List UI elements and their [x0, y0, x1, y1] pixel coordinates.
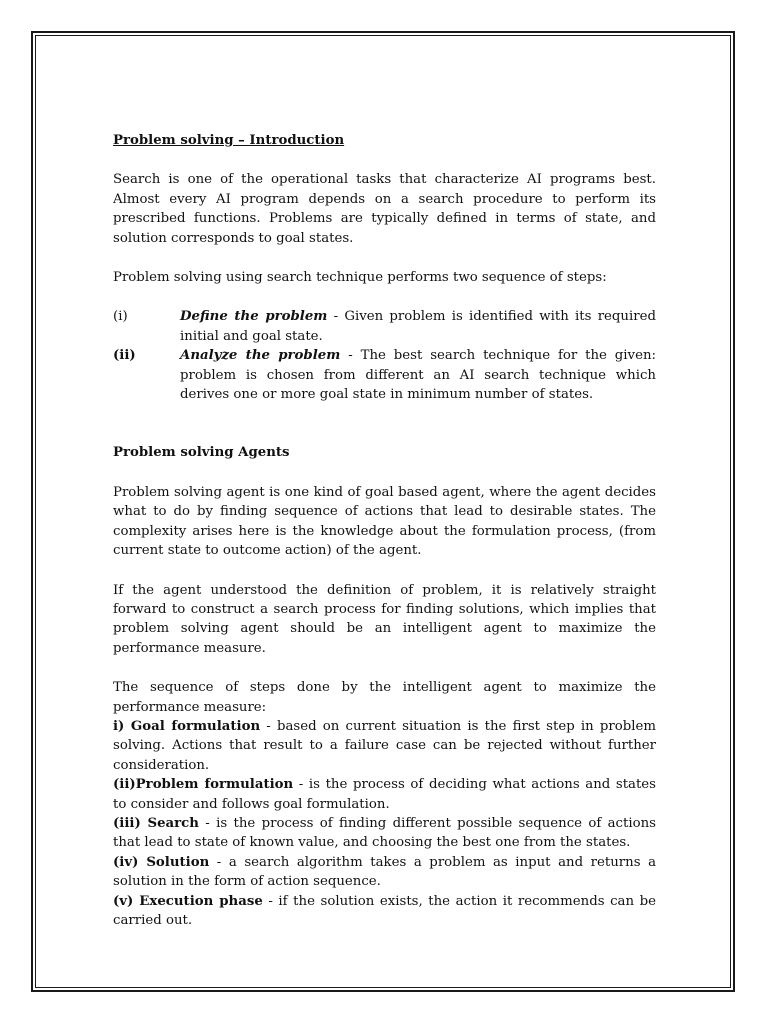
- agents-step-5-term: (v) Execution phase: [113, 893, 263, 909]
- agents-step-2-term: (ii)Problem formulation: [113, 777, 294, 793]
- agents-step-2: [113, 775, 656, 814]
- intro-step-2-number: (ii): [113, 348, 136, 364]
- intro-step-1-number: (i): [113, 309, 128, 325]
- agents-step-3-description: - is the process of finding different possible sequence of actions that lead to state of known value, and choosing the best one from the states.: [113, 815, 656, 851]
- intro-step-1: [113, 307, 656, 346]
- intro-step-2-term: Analyze the problem: [180, 348, 341, 364]
- agents-paragraph-1: Problem solving agent is one kind of goal based agent, where the agent decides what to do by finding sequence of actions that lead to desirable states. The complexity arises here is the knowledge about the formulation process, (from current state to outcome action) of the agent.: [113, 484, 656, 559]
- intro-step-1-term: Define the problem: [180, 309, 328, 325]
- document-body: [113, 131, 656, 930]
- agents-paragraph-2: If the agent understood the definition of problem, it is relatively straight forward to construct a search process for finding solutions, which implies that problem solving agent should be an intelligent agent to maximize the performance measure.: [113, 582, 656, 656]
- intro-step-2-description: - The best search technique for the given: problem is chosen from different an AI search technique which derives one or more goal state in minimum number of states.: [180, 348, 656, 403]
- intro-paragraph-1: Search is one of the operational tasks that characterize AI programs best. Almost every AI program depends on a search procedure to perform its prescribed functions. Problems are typically defined in terms of state, and solution corresponds to goal states.: [113, 172, 656, 246]
- agents-step-4-description: - a search algorithm takes a problem as input and returns a solution in the form of action sequence.: [113, 854, 656, 890]
- intro-step-1-description: - Given problem is identified with its required initial and goal state.: [180, 309, 656, 344]
- agents-step-2-description: - is the process of deciding what actions and states to consider and follows goal formulation.: [113, 777, 657, 812]
- intro-step-2-text: [180, 346, 656, 404]
- intro-paragraph-2: Problem solving using search technique performs two sequence of steps:: [113, 270, 607, 286]
- agents-step-5: [113, 892, 656, 931]
- agents-step-5-description: - if the solution exists, the action it recommends can be carried out.: [113, 893, 656, 928]
- agents-step-1-description: - based on current situation is the first step in problem solving. Actions that result to a failure case can be rejected without further consideration.: [113, 718, 656, 773]
- agents-paragraph-3: The sequence of steps done by the intelligent agent to maximize the performance measure:: [113, 680, 656, 715]
- agents-heading: Problem solving Agents: [113, 445, 290, 461]
- agents-step-4-term: (iv) Solution: [113, 854, 210, 870]
- agents-step-1: [113, 717, 656, 775]
- agents-step-1-term: i) Goal formulation: [113, 718, 261, 734]
- intro-step-2: [113, 346, 656, 404]
- agents-step-4: [113, 853, 656, 892]
- agents-step-3-term: (iii) Search: [113, 815, 199, 831]
- intro-heading: Problem solving – Introduction: [113, 133, 345, 148]
- intro-step-1-text: [180, 307, 656, 346]
- agents-step-3: [113, 814, 656, 853]
